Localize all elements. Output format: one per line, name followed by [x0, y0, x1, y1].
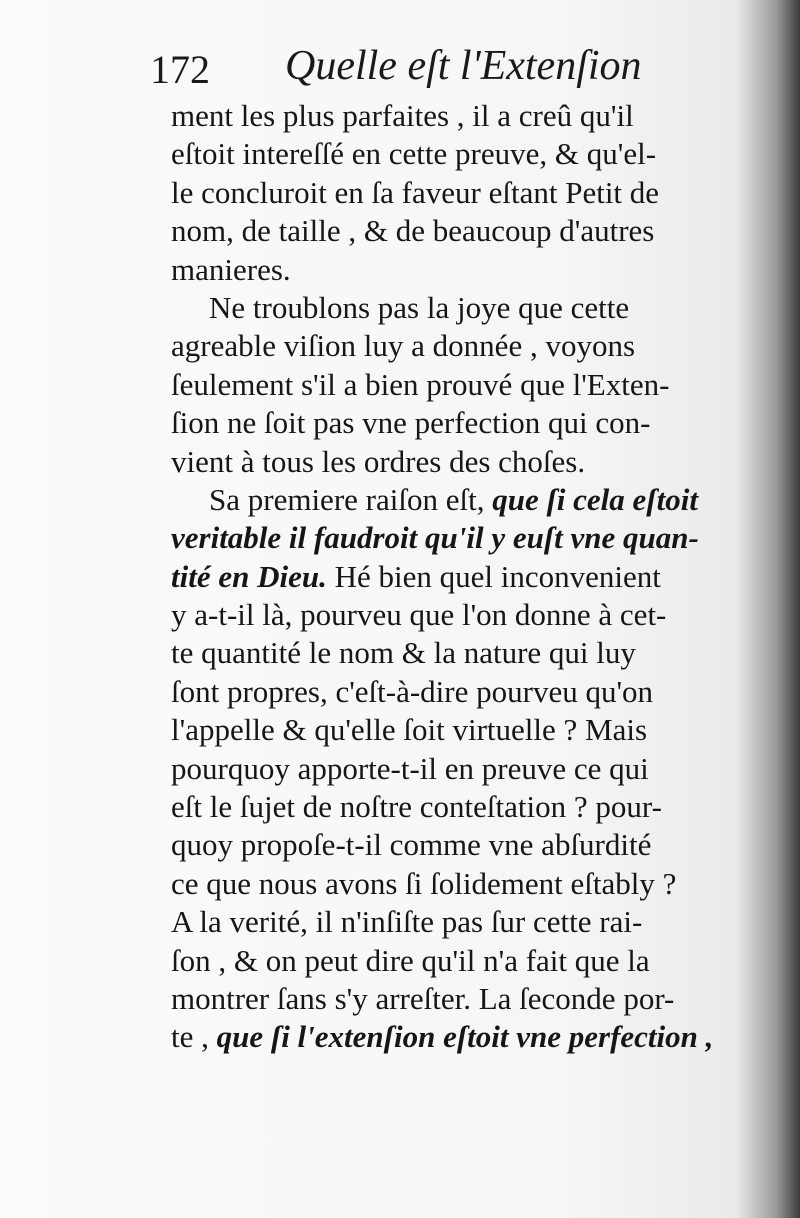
text-line: manieres. [171, 251, 291, 287]
text-line: nom, de taille , & de beaucoup d'autres [171, 213, 655, 249]
paragraph-first-line: Ne troublons pas la joye que cette [209, 289, 630, 325]
text-line: y a-t-il là, pourveu que l'on donne à cet- [171, 597, 667, 633]
text-line: quoy propoſe-t-il comme vne abſurdité [171, 827, 652, 863]
text-span: Sa premiere raiſon eſt, [209, 481, 485, 517]
page-number: 172 [150, 47, 210, 92]
italic-quote-line: veritable il faudroit qu'il y euſt vne quan- [171, 520, 699, 556]
italic-quote: que ſi l'extenſion eſtoit vne perfection , [216, 1019, 714, 1055]
running-title: Quelle eſt l'Extenſion [285, 43, 642, 89]
text-line: ment les plus parfaites , il a creû qu'il [171, 98, 634, 133]
text-line: ſeulement s'il a bien prouvé que l'Exten- [171, 366, 670, 402]
text-line: te quantité le nom & la nature qui luy [171, 635, 636, 671]
text-line: eſtoit intereſſé en cette preuve, & qu'el- [171, 136, 657, 172]
text-line: ce que nous avons ſi ſolidement eſtably ? [171, 865, 677, 901]
text-line: l'appelle & qu'elle ſoit virtuelle ? Mais [171, 712, 648, 748]
body-text [171, 97, 751, 1057]
text-line: eſt le ſujet de noſtre conteſtation ? pour- [171, 789, 662, 825]
text-line: ſont propres, c'eſt-à-dire pourveu qu'on [171, 673, 654, 709]
text-span: te , [171, 1019, 209, 1055]
text-line: vient à tous les ordres des choſes. [171, 443, 586, 479]
italic-quote: que ſi cela eſtoit [492, 481, 698, 517]
text-line: le concluroit en ſa faveur eſtant Petit de [171, 174, 660, 210]
text-line: pourquoy apporte-t-il en preuve ce qui [171, 750, 649, 786]
text-line: agreable viſion luy a donnée , voyons [171, 328, 636, 364]
text-line [171, 558, 751, 596]
text-line: A la verité, il n'inſiſte pas ſur cette rai- [171, 904, 643, 940]
text-line: ſion ne ſoit pas vne perfection qui con- [171, 405, 651, 441]
paragraph-first-line [171, 481, 751, 519]
page-header [150, 40, 750, 100]
text-line [171, 1018, 751, 1056]
italic-quote: tité en Dieu. [171, 558, 327, 594]
text-line: ſon , & on peut dire qu'il n'a fait que la [171, 942, 650, 978]
text-span: Hé bien quel inconvenient [334, 558, 661, 594]
text-line: montrer ſans s'y arreſter. La ſeconde por- [171, 980, 675, 1016]
